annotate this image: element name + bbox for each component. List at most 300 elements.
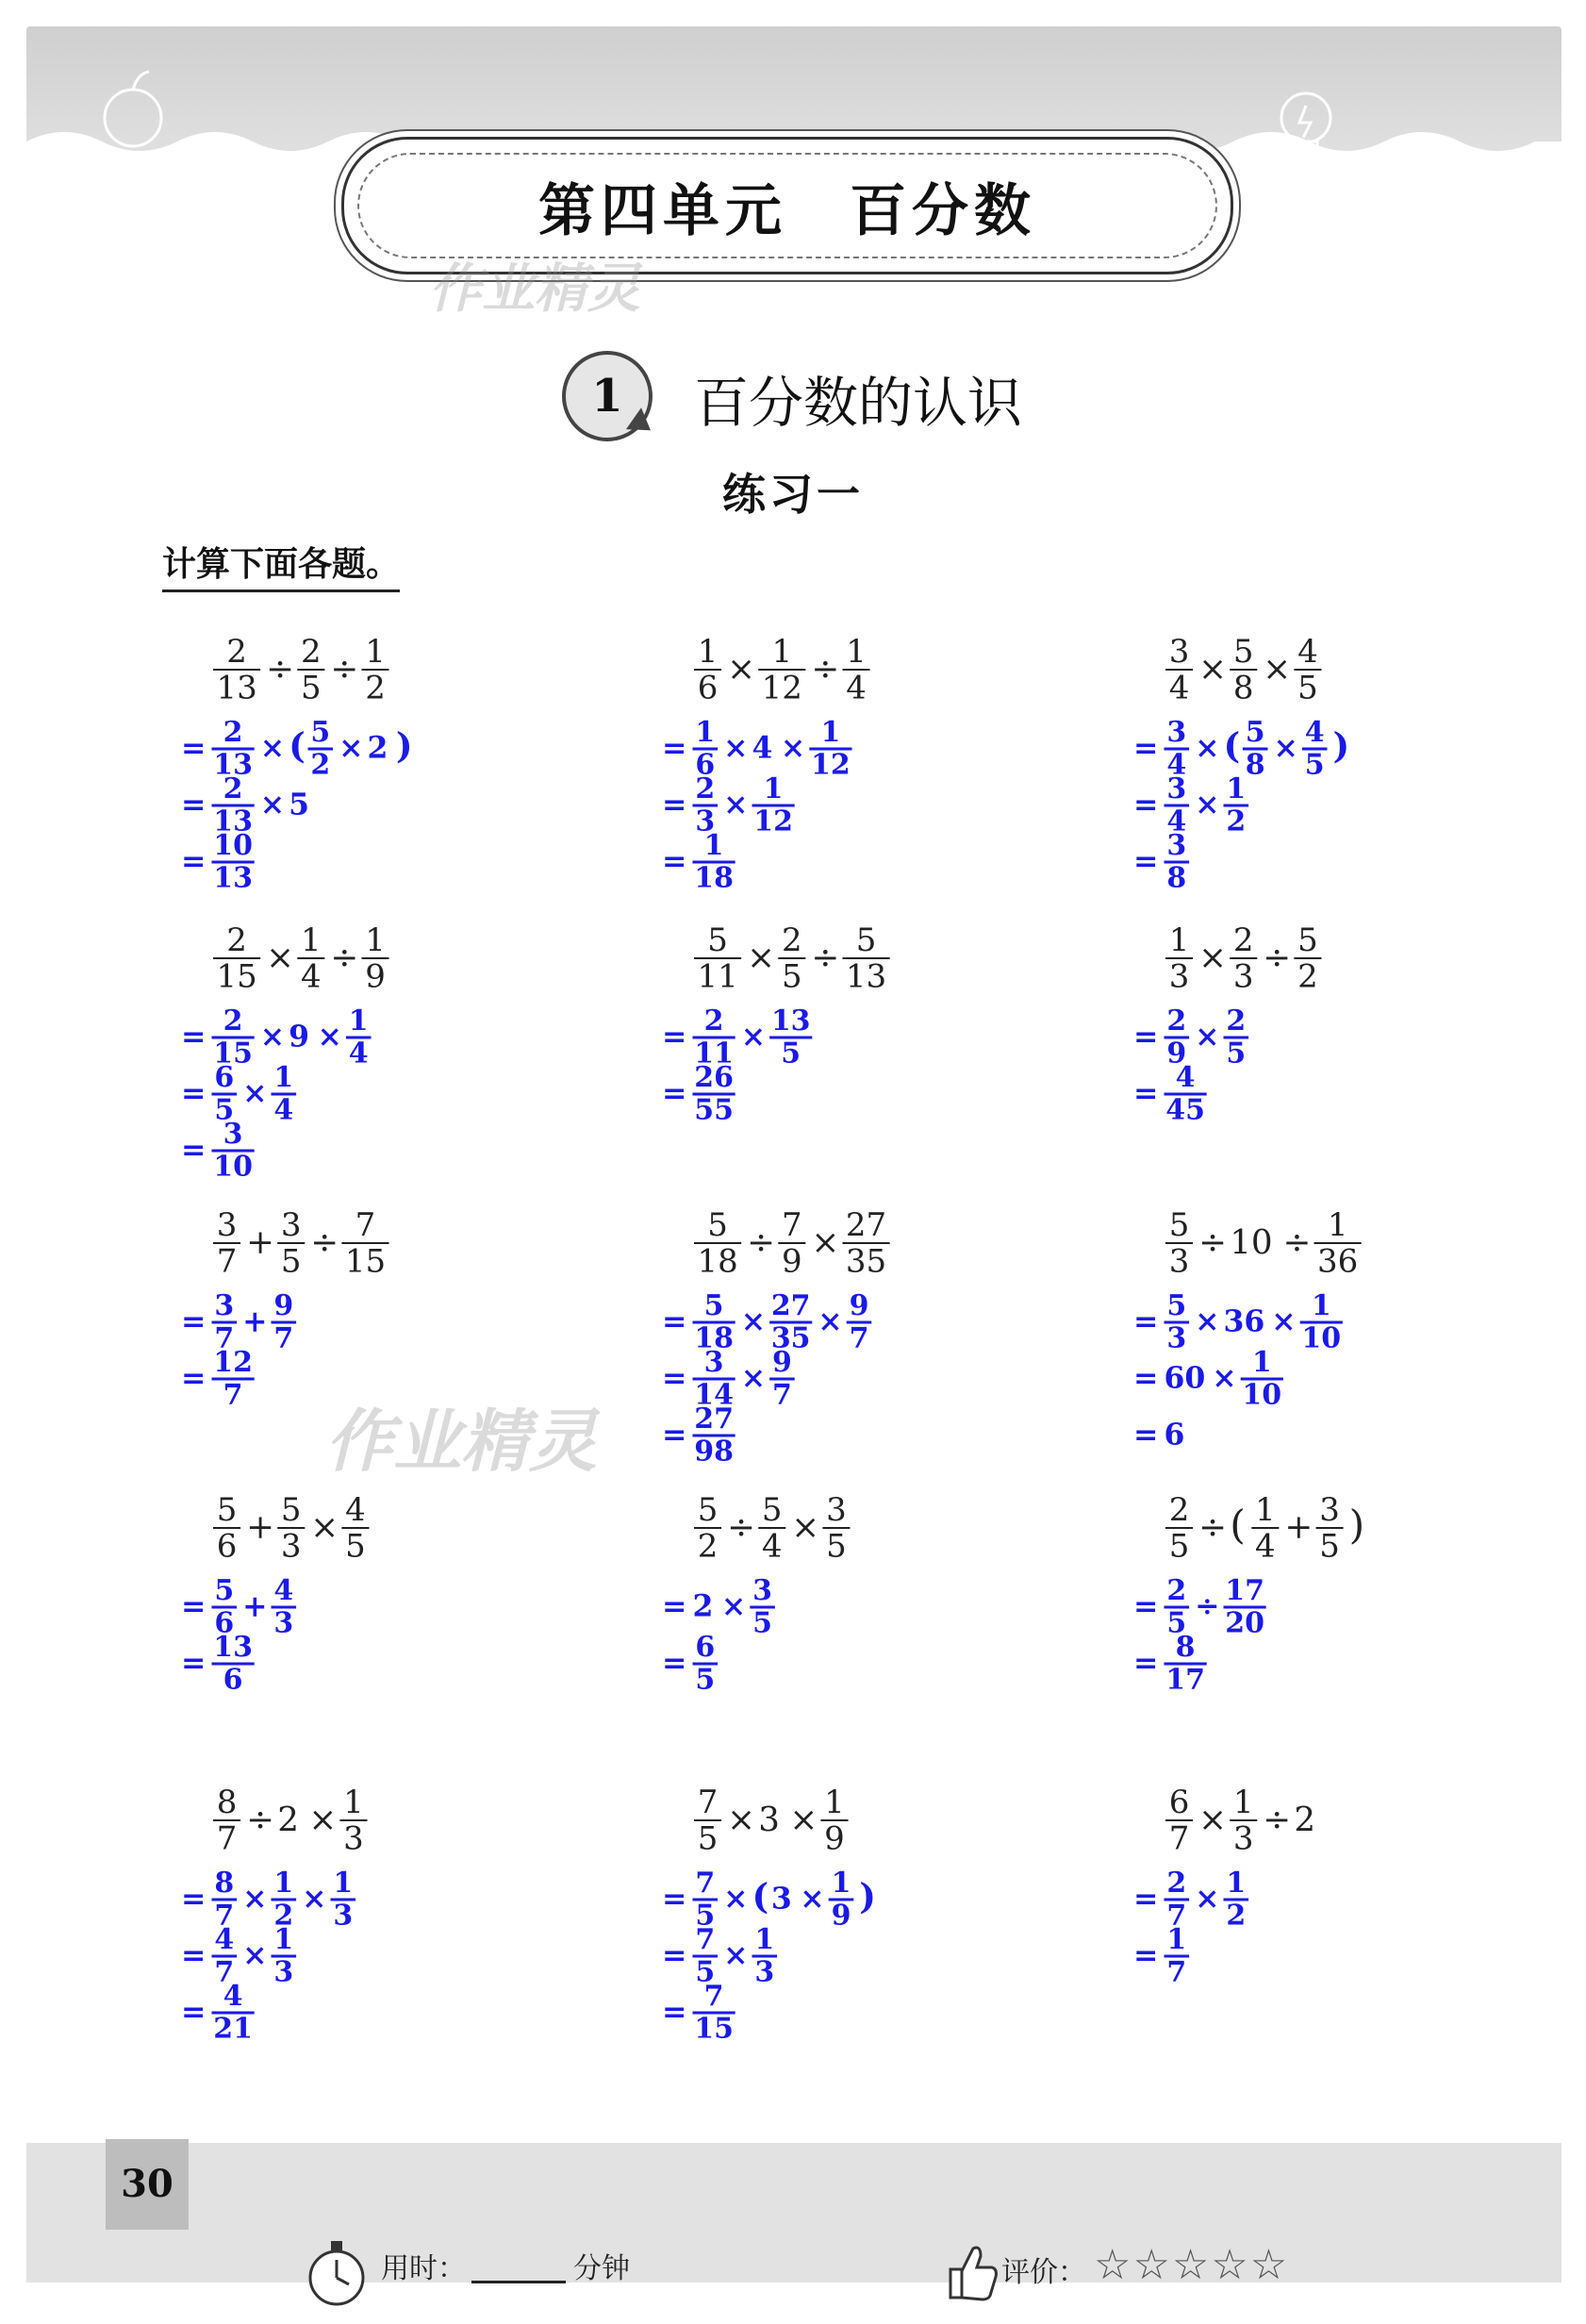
- denominator: 36: [1317, 1242, 1359, 1281]
- fraction: [1230, 1784, 1257, 1857]
- operator: =: [181, 1019, 207, 1054]
- fraction: [694, 1206, 741, 1280]
- numerator: 1: [763, 772, 784, 805]
- fraction: [829, 1867, 854, 1933]
- denominator: 15: [213, 1037, 253, 1071]
- denominator: 2: [365, 669, 386, 707]
- numerator: 1: [1232, 1784, 1254, 1821]
- numerator: 5: [707, 921, 728, 959]
- fraction: [693, 1980, 735, 2046]
- numerator: 7: [355, 1206, 376, 1244]
- operator: ÷: [246, 1800, 274, 1839]
- operator: =: [181, 730, 207, 766]
- problem-expression: [594, 1196, 1037, 1479]
- numerator: 27: [845, 1206, 887, 1244]
- numerator: 5: [707, 1206, 728, 1244]
- denominator: 12: [811, 748, 851, 782]
- numerator: 1: [846, 633, 867, 671]
- numerator: 1: [300, 921, 322, 959]
- problem-expression: [1066, 911, 1509, 1194]
- problem-item: [594, 1196, 1037, 1483]
- operator: =: [181, 787, 207, 822]
- denominator: 18: [694, 1321, 734, 1355]
- denominator: 5: [695, 1899, 716, 1933]
- fraction: [341, 1491, 369, 1565]
- problem-expression: [113, 1773, 556, 2056]
- operator: =: [1133, 1019, 1159, 1054]
- fraction: [769, 1004, 812, 1071]
- fraction: [277, 1206, 305, 1280]
- denominator: 3: [273, 1606, 294, 1640]
- operator: =: [181, 1881, 207, 1917]
- numerator: 2: [1232, 921, 1254, 959]
- fraction: [213, 633, 260, 706]
- numerator: 3: [223, 1118, 243, 1151]
- fraction: [361, 633, 388, 706]
- fraction: [842, 633, 869, 706]
- numerator: 5: [214, 1574, 235, 1607]
- denominator: 3: [280, 1527, 302, 1566]
- operator: ×: [1198, 938, 1227, 977]
- fraction: [693, 1061, 735, 1127]
- denominator: 35: [770, 1321, 811, 1355]
- numerator: 1: [831, 1867, 851, 1900]
- problem-item: [113, 1773, 556, 2060]
- problem-expression: [594, 1773, 1037, 2056]
- fraction: [339, 1784, 367, 1857]
- problem-expression: [1066, 1196, 1509, 1479]
- numerator: 8: [216, 1784, 238, 1821]
- fraction: [1165, 829, 1190, 895]
- fraction: [277, 1491, 305, 1565]
- operator: ÷: [266, 649, 295, 689]
- denominator: 5: [1226, 1037, 1247, 1071]
- operator: +: [242, 1303, 268, 1339]
- operator: =: [1133, 1881, 1159, 1917]
- operator: ×: [811, 1222, 840, 1262]
- operator: =: [662, 1645, 687, 1681]
- fraction: [693, 1403, 735, 1469]
- denominator: 3: [333, 1899, 354, 1933]
- problem-item: [1066, 1481, 1509, 1768]
- number: 60: [1164, 1360, 1206, 1396]
- fraction: [1165, 921, 1193, 995]
- operator: ×: [723, 1881, 749, 1917]
- fraction: [1165, 1491, 1193, 1565]
- number: 36: [1223, 1303, 1265, 1339]
- fraction: [1165, 1923, 1190, 1989]
- numerator: 12: [213, 1346, 253, 1379]
- fraction: [1300, 1289, 1343, 1355]
- numerator: 4: [1175, 1061, 1196, 1094]
- operator: ×: [1195, 730, 1220, 766]
- problem-expression: [1066, 622, 1509, 905]
- number: 3: [770, 1881, 792, 1917]
- numerator: 1: [365, 633, 386, 671]
- operator: (: [752, 1875, 769, 1917]
- operator: =: [1133, 1075, 1159, 1111]
- problem-item: [1066, 622, 1509, 909]
- numerator: 2: [1166, 1867, 1187, 1900]
- operator: =: [181, 1588, 207, 1624]
- operator: (: [1230, 1502, 1246, 1549]
- numerator: 2: [226, 921, 247, 959]
- number: 4: [752, 730, 773, 766]
- numerator: 5: [1232, 633, 1254, 671]
- problem-item: [1066, 1196, 1509, 1483]
- operator: ×: [242, 1881, 268, 1917]
- denominator: 7: [216, 1819, 238, 1858]
- fraction: [694, 921, 741, 995]
- numerator: 1: [348, 1004, 369, 1038]
- operator: =: [1133, 843, 1159, 879]
- problem-expression: [1066, 1481, 1509, 1764]
- number: 10: [1230, 1222, 1273, 1262]
- fraction: [693, 1631, 719, 1697]
- fraction: [213, 1206, 240, 1280]
- denominator: 3: [754, 1955, 775, 1989]
- operator: =: [662, 1881, 687, 1917]
- operator: =: [1133, 1303, 1159, 1339]
- operator: ×: [740, 1360, 767, 1396]
- denominator: 45: [1165, 1093, 1205, 1127]
- operator: =: [181, 1645, 207, 1681]
- denominator: 4: [348, 1037, 369, 1071]
- operator: ×: [791, 1507, 820, 1547]
- footer-band: [26, 2143, 1561, 2282]
- numerator: 2: [223, 772, 243, 805]
- denominator: 5: [1166, 1606, 1187, 1640]
- operator: ÷: [1263, 1800, 1292, 1839]
- fraction: [1224, 1867, 1249, 1933]
- operator: ×: [1198, 649, 1227, 689]
- operator: ×: [1198, 1800, 1227, 1839]
- number: 2: [277, 1800, 299, 1839]
- operator: ÷: [1282, 1222, 1312, 1262]
- watermark-middle: 作业精灵: [325, 1402, 598, 1481]
- fraction: [769, 1346, 795, 1412]
- fraction: [752, 772, 795, 838]
- numerator: 8: [1175, 1631, 1196, 1664]
- denominator: 7: [273, 1321, 294, 1355]
- denominator: 5: [697, 1819, 719, 1858]
- problem-item: [594, 1773, 1037, 2060]
- operator: ): [1348, 1502, 1365, 1549]
- number: 6: [1164, 1417, 1185, 1452]
- fraction: [1165, 1061, 1207, 1127]
- problem-item: [594, 911, 1037, 1198]
- numerator: 5: [1166, 1289, 1187, 1322]
- numerator: 9: [849, 1289, 869, 1322]
- numerator: 1: [697, 633, 719, 671]
- denominator: 98: [694, 1435, 734, 1469]
- denominator: 21: [213, 2012, 253, 2046]
- denominator: 10: [213, 1150, 253, 1184]
- numerator: 1: [1226, 772, 1247, 805]
- denominator: 5: [1168, 1527, 1190, 1566]
- apple-icon: [91, 66, 175, 151]
- denominator: 5: [695, 1663, 716, 1697]
- operator: =: [1133, 730, 1159, 766]
- fraction: [1230, 921, 1257, 995]
- fraction: [778, 1206, 805, 1280]
- problem-item: [1066, 911, 1509, 1198]
- fraction: [213, 1784, 240, 1857]
- operator: (: [289, 724, 306, 767]
- time-blank[interactable]: [471, 2281, 566, 2283]
- operator: ×: [747, 938, 776, 977]
- operator: ×: [302, 1881, 327, 1917]
- operator: ×: [727, 1800, 755, 1839]
- denominator: 2: [273, 1899, 294, 1933]
- denominator: 6: [697, 669, 719, 707]
- fraction: [1224, 1574, 1266, 1640]
- numerator: 1: [703, 829, 724, 862]
- operator: =: [181, 1303, 207, 1339]
- denominator: 4: [1166, 805, 1187, 838]
- numerator: 5: [855, 921, 877, 959]
- denominator: 35: [845, 1242, 887, 1281]
- fraction: [1224, 772, 1249, 838]
- fraction: [1230, 633, 1257, 706]
- denominator: 5: [695, 1955, 716, 1989]
- denominator: 9: [365, 957, 386, 996]
- operator: +: [246, 1507, 274, 1547]
- operator: ÷: [1198, 1507, 1227, 1547]
- numerator: 2: [781, 921, 802, 959]
- problem-expression: [113, 1481, 556, 1764]
- denominator: 2: [1226, 805, 1247, 838]
- numerator: 6: [214, 1061, 235, 1094]
- denominator: 2: [697, 1527, 719, 1566]
- denominator: 5: [345, 1527, 366, 1566]
- numerator: 4: [214, 1923, 235, 1956]
- denominator: 8: [1166, 861, 1187, 895]
- denominator: 5: [826, 1527, 847, 1566]
- denominator: 15: [216, 957, 257, 996]
- denominator: 10: [1242, 1378, 1282, 1412]
- numerator: 3: [1166, 772, 1187, 805]
- fraction: [820, 1784, 848, 1857]
- number: 2: [692, 1588, 714, 1624]
- denominator: 3: [1232, 1819, 1254, 1858]
- numerator: 5: [697, 1491, 719, 1529]
- numerator: 2: [223, 1004, 243, 1038]
- denominator: 5: [1304, 748, 1325, 782]
- problem-item: [1066, 1773, 1509, 2060]
- denominator: 12: [761, 669, 802, 707]
- denominator: 5: [214, 1093, 235, 1127]
- operator: =: [181, 843, 207, 879]
- denominator: 12: [753, 805, 793, 838]
- denominator: 20: [1225, 1606, 1264, 1640]
- denominator: 3: [1168, 1242, 1190, 1281]
- fraction: [213, 1491, 240, 1565]
- numerator: 1: [1166, 1923, 1187, 1956]
- problem-item: [594, 1481, 1037, 1768]
- thumbs-up-icon: [943, 2239, 1000, 2305]
- operator: ×: [266, 938, 295, 977]
- denominator: 7: [216, 1242, 238, 1281]
- stopwatch-icon: [304, 2235, 370, 2311]
- operator: =: [1133, 1645, 1159, 1681]
- numerator: 3: [752, 1574, 773, 1607]
- operator: ×: [1195, 1881, 1220, 1917]
- fraction: [1302, 716, 1328, 782]
- numerator: 7: [695, 1867, 716, 1900]
- numerator: 2: [300, 633, 322, 671]
- fraction: [809, 716, 851, 782]
- operator: ): [395, 724, 413, 767]
- number: 5: [289, 787, 310, 822]
- numerator: 3: [703, 1346, 724, 1379]
- numerator: 2: [1168, 1491, 1190, 1529]
- fraction: [842, 921, 889, 995]
- fraction: [331, 1867, 356, 1933]
- numerator: 7: [781, 1206, 802, 1244]
- numerator: 1: [365, 921, 386, 959]
- numerator: 4: [1304, 716, 1325, 749]
- denominator: 8: [1245, 748, 1265, 782]
- denominator: 5: [300, 669, 322, 707]
- numerator: 3: [214, 1289, 235, 1322]
- numerator: 2: [1166, 1004, 1187, 1038]
- fraction: [1165, 1784, 1193, 1857]
- page-number: 30: [106, 2139, 189, 2230]
- operator: ×: [720, 1588, 747, 1624]
- denominator: 7: [1166, 1955, 1187, 1989]
- denominator: 3: [1232, 957, 1254, 996]
- numerator: 5: [1168, 1206, 1190, 1244]
- problem-item: [113, 622, 556, 909]
- denominator: 9: [824, 1819, 845, 1858]
- numerator: 7: [703, 1980, 724, 2013]
- numerator: 4: [223, 1980, 243, 2013]
- fraction: [1165, 1631, 1207, 1697]
- operator: +: [246, 1222, 274, 1262]
- operator: =: [662, 1588, 687, 1624]
- operator: ): [1332, 724, 1350, 767]
- numerator: 10: [213, 829, 253, 862]
- fraction: [1165, 1289, 1190, 1355]
- fraction: [297, 921, 324, 995]
- numerator: 2: [1166, 1574, 1187, 1607]
- operator: =: [1133, 787, 1159, 822]
- denominator: 7: [214, 1899, 235, 1933]
- watermark-top: 作业精灵: [429, 258, 640, 320]
- operator: ×: [723, 730, 749, 766]
- numerator: 3: [1319, 1491, 1340, 1529]
- numerator: 3: [216, 1206, 238, 1244]
- operator: ×: [1195, 787, 1220, 822]
- problem-expression: [594, 622, 1037, 905]
- denominator: 4: [1166, 748, 1187, 782]
- operator: ×: [1273, 730, 1298, 766]
- numerator: 13: [213, 1631, 253, 1664]
- numerator: 5: [1245, 716, 1265, 749]
- denominator: 8: [1232, 669, 1254, 707]
- numerator: 1: [343, 1784, 364, 1821]
- denominator: 5: [1319, 1527, 1340, 1566]
- problem-item: [594, 622, 1037, 909]
- numerator: 9: [273, 1289, 294, 1322]
- operator: =: [181, 1360, 207, 1396]
- numerator: 6: [1168, 1784, 1190, 1821]
- denominator: 5: [752, 1606, 773, 1640]
- fraction: [212, 1118, 255, 1184]
- operator: =: [1133, 1937, 1159, 1973]
- operator: =: [662, 730, 687, 766]
- operator: ÷: [330, 649, 359, 689]
- fraction: [1165, 1206, 1193, 1280]
- fraction: [272, 1289, 297, 1355]
- fraction: [1316, 1491, 1344, 1565]
- operator: ×: [242, 1937, 268, 1973]
- fraction: [308, 716, 334, 782]
- fraction: [1243, 716, 1268, 782]
- problem-expression: [113, 622, 556, 905]
- fraction: [1294, 633, 1321, 706]
- denominator: 4: [1255, 1527, 1276, 1566]
- operator: =: [181, 1132, 207, 1168]
- numerator: 8: [214, 1867, 235, 1900]
- denominator: 2: [1226, 1899, 1247, 1933]
- operator: +: [1284, 1507, 1313, 1547]
- denominator: 2: [310, 748, 331, 782]
- operator: ÷: [1198, 1222, 1227, 1262]
- denominator: 5: [1297, 669, 1318, 707]
- operator: ×: [242, 1075, 268, 1111]
- numerator: 5: [761, 1491, 783, 1529]
- operator: ×: [723, 1937, 749, 1973]
- number: 2: [367, 730, 388, 766]
- numerator: 1: [1255, 1491, 1276, 1529]
- denominator: 6: [695, 748, 716, 782]
- fraction: [272, 1574, 297, 1640]
- problem-item: [113, 911, 556, 1198]
- fraction: [778, 921, 805, 995]
- operator: ×: [259, 787, 286, 822]
- operator: =: [662, 1303, 687, 1339]
- denominator: 17: [1165, 1663, 1205, 1697]
- denominator: 3: [1166, 1321, 1187, 1355]
- numerator: 1: [771, 633, 793, 671]
- denominator: 6: [214, 1606, 235, 1640]
- rating-stars[interactable]: ☆☆☆☆☆: [1094, 2241, 1290, 2289]
- numerator: 1: [820, 716, 841, 749]
- numerator: 1: [333, 1867, 354, 1900]
- numerator: 2: [703, 1004, 724, 1038]
- denominator: 14: [694, 1378, 734, 1412]
- fraction: [346, 1004, 372, 1071]
- fraction: [297, 633, 324, 706]
- numerator: 3: [280, 1206, 302, 1244]
- numerator: 2: [226, 633, 247, 671]
- operator: ÷: [1263, 938, 1292, 977]
- problem-expression: [1066, 1773, 1509, 2056]
- operator: ÷: [1195, 1588, 1220, 1624]
- denominator: 13: [213, 748, 253, 782]
- operator: ×: [789, 1800, 818, 1839]
- numerator: 1: [1311, 1289, 1331, 1322]
- time-label: 用时：: [381, 2252, 466, 2285]
- fraction: [694, 1784, 721, 1857]
- numerator: 1: [273, 1061, 294, 1094]
- denominator: 55: [694, 1093, 734, 1127]
- numerator: 5: [280, 1491, 302, 1529]
- denominator: 15: [694, 2012, 734, 2046]
- operator: ×: [310, 1507, 339, 1547]
